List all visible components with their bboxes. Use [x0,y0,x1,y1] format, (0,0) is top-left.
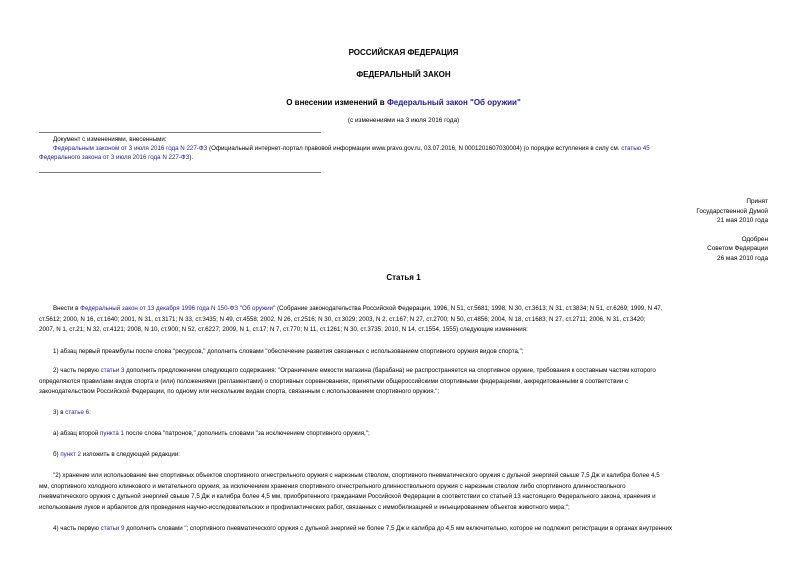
document-title-prefix: О внесении изменений в [286,98,387,107]
quote-line-2: мм, спортивного холодного клинкового и метательного оружия, за исключением хранения спортивного огнестрельного длинноствольного оружия с нарезным стволом либо спортивного длинноствольного [39,482,626,490]
approved-label: Одобрен [741,235,768,243]
item-2-line-1: 2) часть первую статьи 3 дополнить предложением следующего содержания: "Ограничение емкости магазина (барабана) не распространяется на спортивное оружие, требования к составным частям которого [53,367,656,374]
intro-paragraph [39,304,768,336]
law-150-fz-link[interactable]: Федеральный закон от 13 декабря 1996 года N 150-ФЗ "Об оружии" [80,305,276,312]
item-2 [39,366,768,398]
item-3: 3) в статье 6: [53,409,91,416]
item-3a: а) абзац второй пункта 1 после слова "патронов," дополнить словами "за исключением спортивного оружия,"; [53,430,370,437]
document-title [0,98,807,108]
approved-date: 26 мая 2010 года [717,254,768,262]
article-3-link[interactable]: статьи 3 [100,367,125,374]
adoption-block [696,197,768,263]
intro-line-2: ст.5612; 2000, N 16, ст.1640; 2001, N 31, ст.3171; N 33, ст.3435; N 49, ст.4558; 2002, N 26, ст.2516; N 30, ст.3029; 2003, N 2, ст.167; N 27, ст.2700; N 50, ст.4856; 2004, N 18, ст.1683; N 27, ст.2711; 2006, N 31, ст.3420; [39,315,646,323]
article-9-link[interactable]: статьи 9 [100,525,125,532]
intro-line-1: Внести в Федеральный закон от 13 декабря 1996 года N 150-ФЗ "Об оружии" (Собрание законодательства Российской Федерации, 1996, N 51, ст.5681; 1998, N 30, ст.3613; N 31, ст.3834; N 51, ст.6269; 1999, N 47, [53,305,663,312]
quote-line-4: использования луков и арбалетов для проведения научно-исследовательских и профилактических работ, связанных с иммобилизацией и инъецированием объектов животного мира;"; [39,503,570,511]
amending-law-link-2[interactable]: Федерального закона от 3 июля 2016 года N 227-ФЗ [39,154,190,161]
amending-law-link[interactable]: Федеральным законом от 3 июля 2016 года N 227-ФЗ [53,145,208,152]
changes-text-1: (Официальный интернет-портал правовой информации www.pravo.gov.ru, 03.07.2016, N 0001201607030004) (о порядке вступления в силу см. [207,145,620,152]
changes-text-2: ). [189,154,194,161]
clause-2-link[interactable]: пункт 2 [60,451,81,458]
intro-line-3: 2007, N 1, ст.21; N 32, ст.4121; 2008, N 10, ст.900; N 52, ст.6227; 2009, N 1, ст.17; N 7, ст.770; N 11, ст.1261; N 30, ст.3735; 2010, N 14, ст.1554, 1555) следующие изменения: [39,326,528,333]
clause-1-link[interactable]: пункта 1 [100,430,125,437]
top-divider [39,132,321,133]
country-heading: РОССИЙСКАЯ ФЕДЕРАЦИЯ [348,48,459,57]
doc-type-heading: ФЕДЕРАЛЬНЫЙ ЗАКОН [356,70,451,79]
approved-body: Советом Федерации [707,245,768,252]
item-1: 1) абзац первый преамбулы после слова "ресурсов," дополнить словами "обеспечение развития связанных с использованием спортивного оружия видов спорта,"; [53,348,524,355]
changes-label: Документ с изменениями, внесенными: [53,136,167,143]
revision-note: (с изменениями на 3 июля 2016 года) [347,117,460,124]
quoted-clause-2 [39,471,768,513]
bottom-divider [39,172,321,173]
item-3b: б) пункт 2 изложить в следующей редакции: [53,451,181,458]
article-title: Статья 1 [386,273,421,282]
adopted-date: 21 мая 2010 года [717,217,768,224]
item-2-line-2: определяются правилами видов спорта и (или) положениями (регламентами) о спортивных соревнованиях, принятыми общероссийскими спортивными федерациями, аккредитованными в соответствии с [39,377,629,385]
article-6-link[interactable]: статье 6 [65,409,90,416]
quote-line-1: "2) хранение или использование вне спортивных объектов спортивного огнестрельного оружия с нарезным стволом, спортивного пневматического оружия с дульной энергией свыше 7,5 Дж и калибра более 4,5 [53,472,660,479]
changes-line-1 [53,145,768,154]
article-45-link[interactable]: статью 45 [621,145,650,152]
adopted-body: Государственной Думой [696,207,768,215]
changes-line-2 [39,154,193,163]
law-on-weapons-link[interactable]: Федеральный закон "Об оружии" [386,98,521,107]
item-4: 4) часть первую статьи 9 дополнить словами "; спортивного пневматического оружия с дульной энергией не более 7,5 Дж и калибра до 4,5 мм включительно, которое не подлежит регистрации в органах внутренних [53,525,673,532]
quote-line-3: пневматического оружия с дульной энергией свыше 7,5 Дж и калибра более 4,5 мм, приобретенного гражданами Российской Федерации в соответствии со статьей 13 настоящего Федерального закона, хранения и [39,493,656,500]
adopted-label: Принят [746,198,768,205]
item-2-line-3: законодательством Российской Федерации, по одному или нескольким видам спорта, связанным с использованием спортивного оружия."; [39,388,440,395]
